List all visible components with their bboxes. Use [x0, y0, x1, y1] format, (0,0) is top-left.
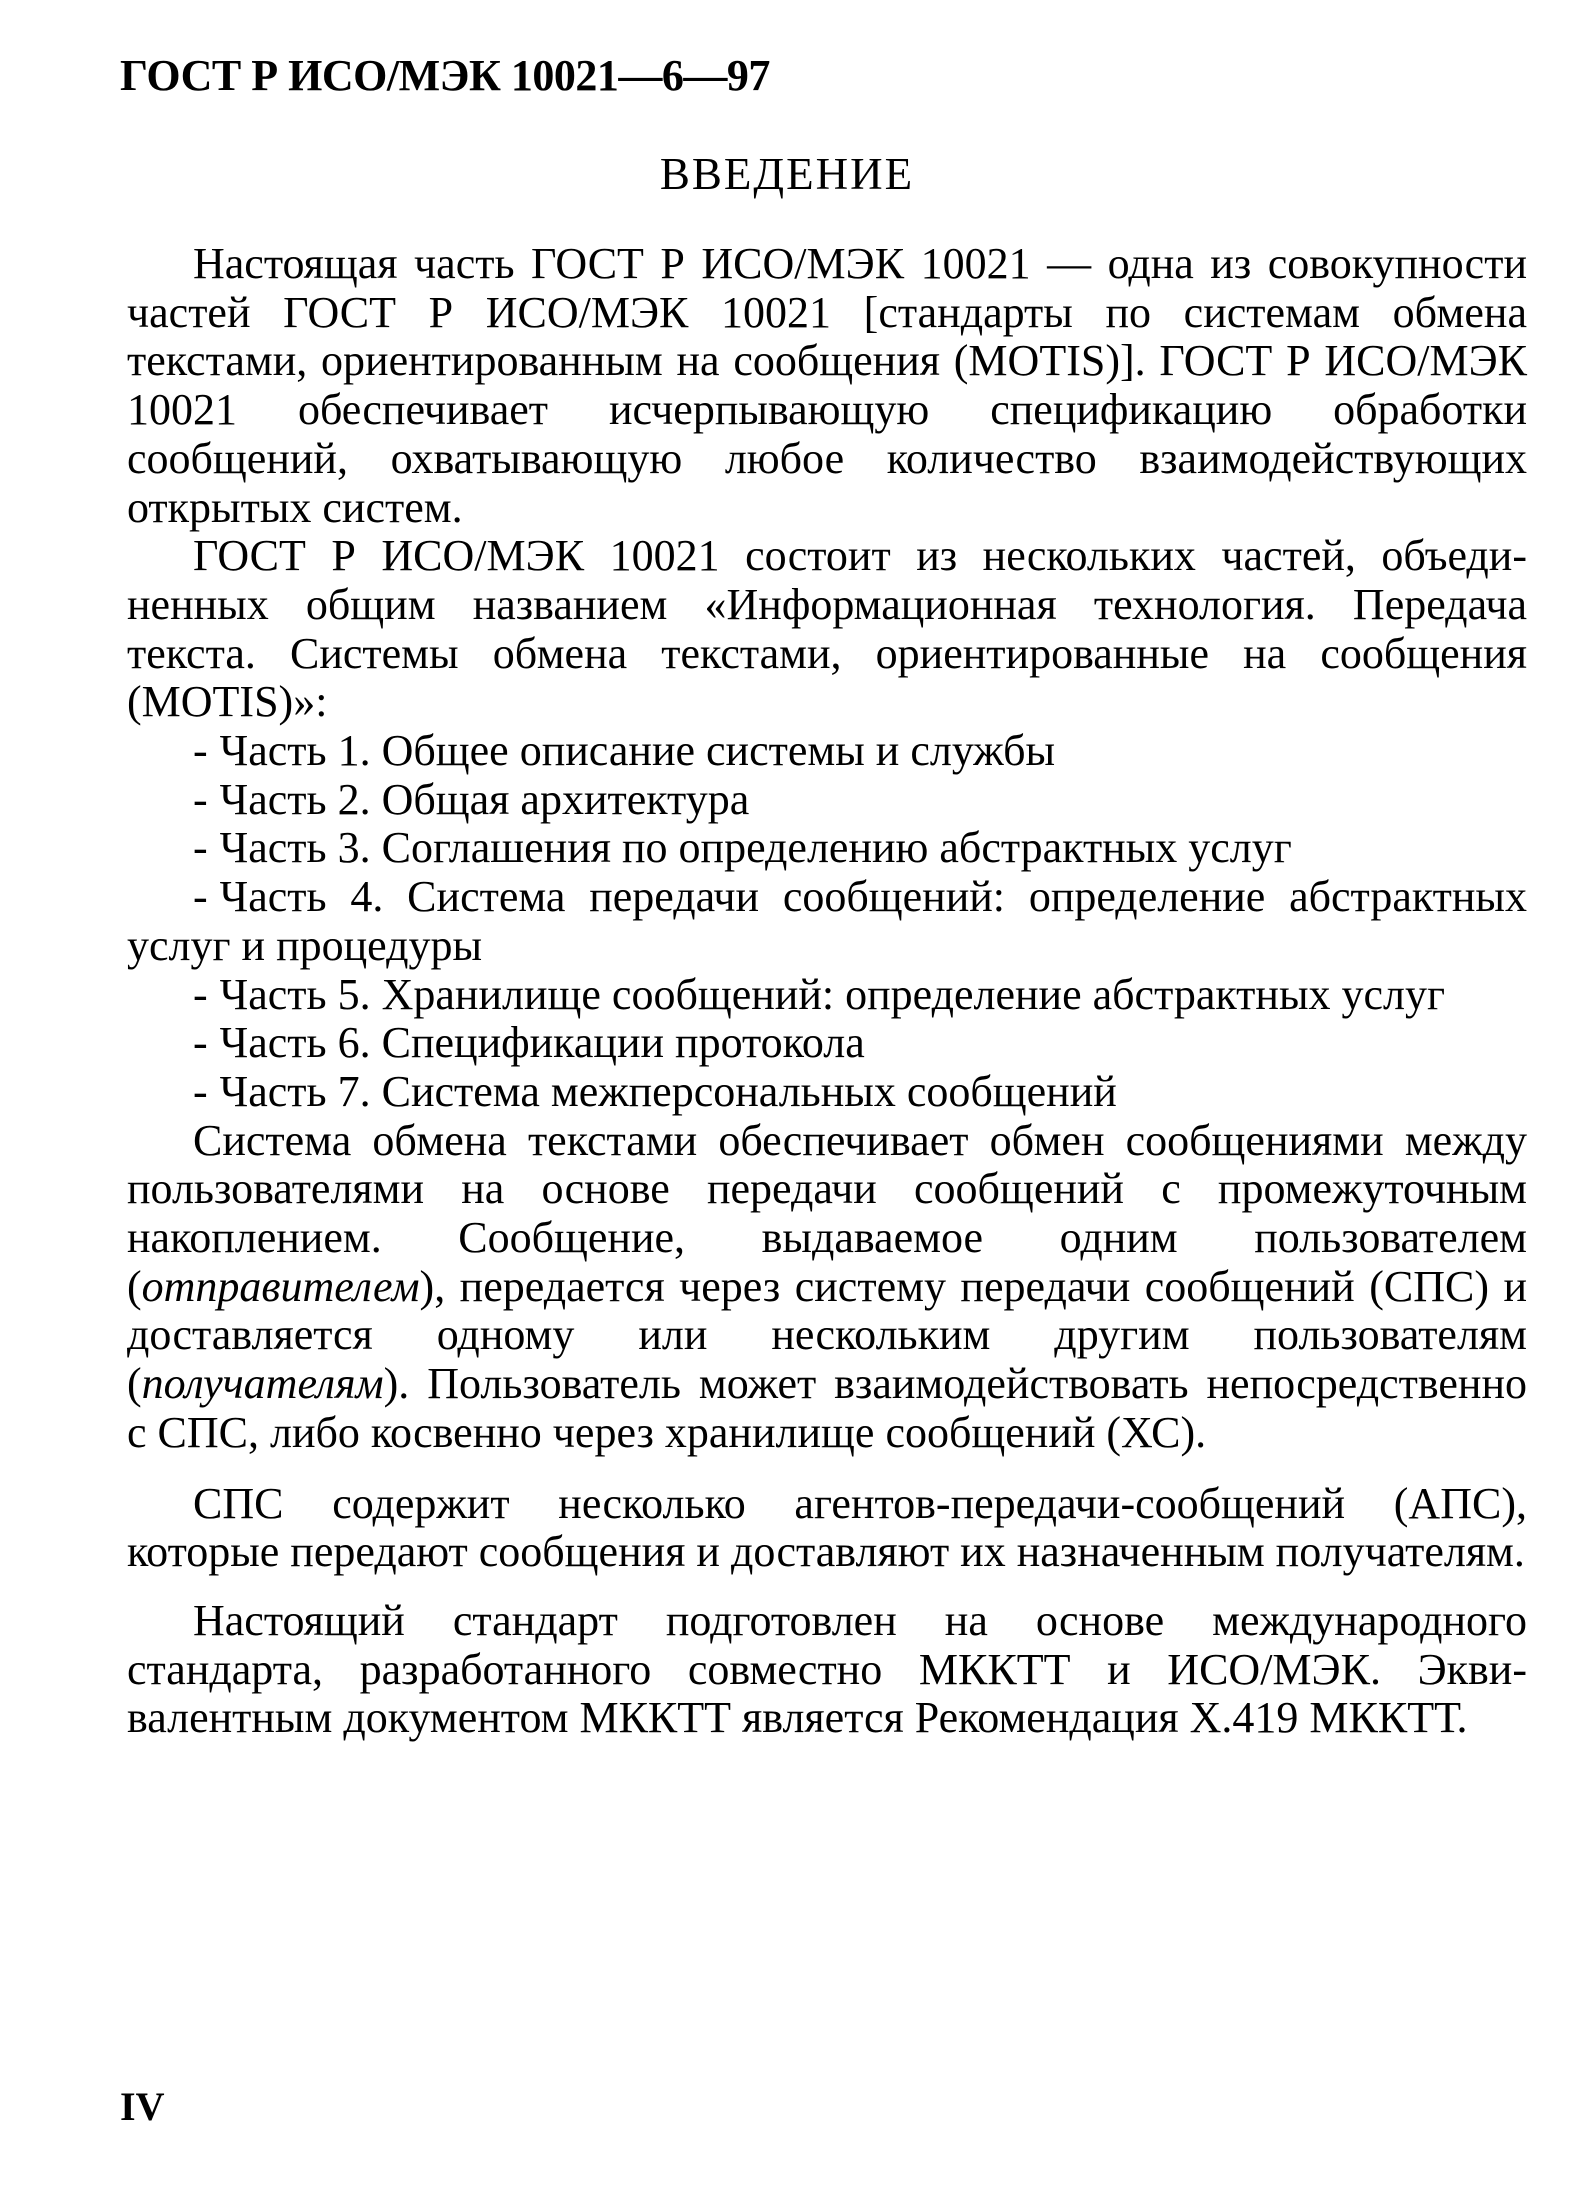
- paragraph-5: Настоящий стандарт подготовлен на основе международного стандарта, разработанного совместно МККТТ и ИСО/МЭК. Эквивалентным документом МККТТ является Рекомендация X.419 МККТТ.: [127, 1595, 1527, 1743]
- paragraph-3-text-a: Система обмена текстами обеспечивает обмен сообщениями между пользователями на основе передачи сообщений с промежуточным накоплением. Сообщение, выдаваемое одним пользователем (: [127, 1115, 1527, 1311]
- paragraph-3: [127, 1117, 1527, 1458]
- page-number: IV: [120, 2084, 165, 2129]
- section-title: ВВЕДЕНИЕ: [659, 149, 915, 199]
- term-sender: отправителем: [141, 1261, 420, 1311]
- list-dash: -: [193, 726, 208, 776]
- list-dash: -: [193, 969, 208, 1019]
- list-item: [127, 1019, 1527, 1068]
- list-item: [127, 727, 1527, 776]
- list-item: [127, 776, 1527, 825]
- list-item: [127, 873, 1527, 970]
- list-item-text: Часть 4. Система передачи сообщений: определение абстрактных услуг и процедуры: [127, 872, 1527, 970]
- list-item-text: Часть 5. Хранилище сообщений: определение абстрактных услуг: [219, 969, 1446, 1019]
- list-item: [127, 1068, 1527, 1117]
- list-item-text: Часть 3. Соглашения по определению абстрактных услуг: [219, 823, 1292, 873]
- list-dash: -: [193, 1018, 208, 1068]
- paragraph-4: СПС содержит несколько агентов-передачи-сообщений (АПС), которые передают сообщения и доставляют их назначенным получателям.: [127, 1478, 1527, 1577]
- list-dash: -: [193, 774, 208, 824]
- document-header: ГОСТ Р ИСО/МЭК 10021—6—97: [120, 51, 770, 100]
- list-item: [127, 824, 1527, 873]
- paragraph-2: ГОСТ Р ИСО/МЭК 10021 состоит из нескольких частей, объединенных общим названием «Информационная технология. Передача текста. Системы обмена текстами, ориентированные на сообщения (MOTIS)»:: [127, 531, 1527, 727]
- list-dash: -: [193, 1066, 208, 1116]
- paragraph-3-text-b: ), передается через систему передачи сообщений (СПС) и доставляется одному или нескольким другим пользователям (: [127, 1261, 1527, 1409]
- list-dash: -: [193, 823, 208, 873]
- list-item: [127, 971, 1527, 1020]
- list-item-text: Часть 2. Общая архитектура: [219, 774, 750, 824]
- document-body: [127, 240, 1527, 1743]
- list-dash: -: [193, 872, 208, 922]
- parts-list: [127, 727, 1527, 1117]
- paragraph-3-text-c: ). Пользователь может взаимодействовать непосредственно с СПС, либо косвенно через хранилище сообщений (ХС).: [127, 1359, 1527, 1457]
- list-item-text: Часть 7. Система межперсональных сообщений: [219, 1066, 1117, 1116]
- paragraph-1: Настоящая часть ГОСТ Р ИСО/МЭК 10021 — одна из совокупности частей ГОСТ Р ИСО/МЭК 10021 [стандарты по системам обмена текстами, ориентированным на сообщения (MOTIS)]. ГОСТ Р ИСО/МЭК 10021 обеспечивает исчерпывающую спецификацию обработки сообщений, охватывающую любое количество взаимодействующих открытых систем.: [127, 239, 1527, 532]
- term-recipients: получателям: [141, 1359, 384, 1409]
- list-item-text: Часть 1. Общее описание системы и службы: [219, 726, 1056, 776]
- list-item-text: Часть 6. Спецификации протокола: [219, 1018, 865, 1068]
